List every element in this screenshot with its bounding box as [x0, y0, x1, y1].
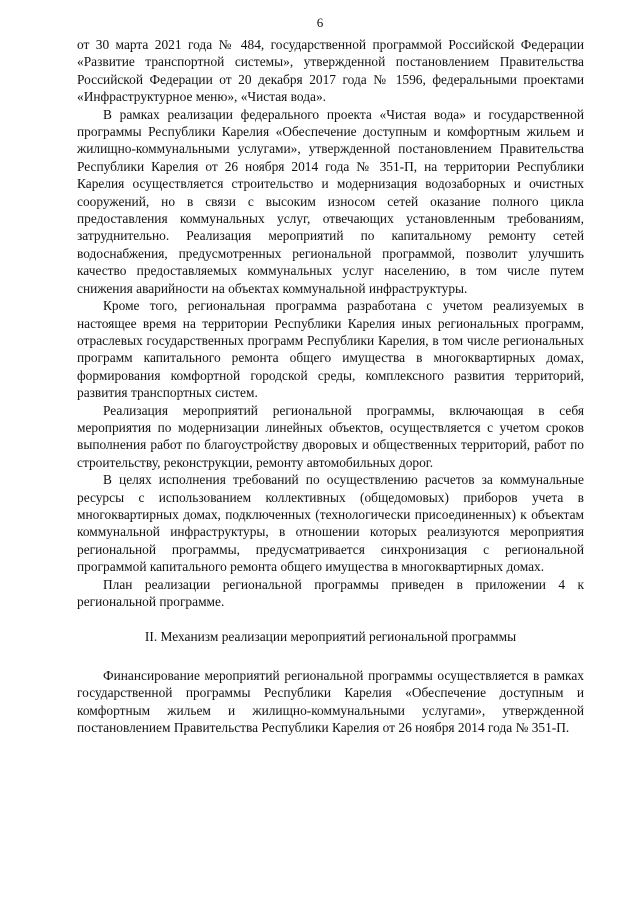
- paragraph-clean-water-project: В рамках реализации федерального проекта «Чистая вода» и государственной программы Республики Карелия «Обеспечение доступным и комфортным жильем и жилищно-коммунальными услугами», утвержденной постановлением Правительства Республики Карелия от 26 ноября 2014 года № 351-П, на территории Республики Карелия осуществляется строительство и модернизация водозаборных и очистных сооружений, но в связи с высоким износом сетей оказание полного цикла предоставления коммунальных услуг, отвечающих установленным требованиям, затруднительно. Реализация мероприятий по капитальному ремонту сетей водоснабжения, предусмотренных региональной программой, позволит улучшить качество предоставляемых коммунальных услуг населению, в том числе путем снижения аварийности на объектах коммунальной инфраструктуры.: [77, 106, 584, 296]
- document-body: [77, 36, 584, 736]
- paragraph-other-programs: Кроме того, региональная программа разработана с учетом реализуемых в настоящее время на территории Республики Карелия иных региональных программ, отраслевых государственных программ Республики Карелия, в том числе региональных программ капитального ремонта общего имущества в многоквартирных домах, формирования комфортной городской среды, комплексного развития территорий, развития транспортных систем.: [77, 298, 584, 401]
- paragraph-continuation: от 30 марта 2021 года № 484, государственной программой Российской Федерации «Развитие транспортной системы», утвержденной постановлением Правительства Российской Федерации от 20 декабря 2017 года № 1596, федеральными проектами «Инфраструктурное меню», «Чистая вода».: [77, 37, 584, 105]
- section-heading: II. Механизм реализации мероприятий региональной программы: [144, 629, 517, 645]
- paragraph-metering-devices: В целях исполнения требований по осуществлению расчетов за коммунальные ресурсы с использованием коллективных (общедомовых) приборов учета в многоквартирных домах, подключенных (технологически присоединенных) к объектам коммунальной инфраструктуры, в отношении которых реализуются мероприятия региональной программы, предусматривается синхронизация с региональной программой капитального ремонта общего имущества в многоквартирных домах.: [77, 472, 584, 575]
- page-number: 6: [316, 15, 324, 30]
- paragraph-linear-objects: Реализация мероприятий региональной программы, включающая в себя мероприятия по модернизации линейных объектов, осуществляется с учетом сроков выполнения работ по благоустройству дворовых и общественных территорий, работ по строительству, реконструкции, ремонту автомобильных дорог.: [77, 402, 584, 470]
- paragraph-financing: Финансирование мероприятий региональной программы осуществляется в рамках государственной программы Республики Карелия «Обеспечение доступным и комфортным жильем и жилищно-коммунальными услугами», утвержденной постановлением Правительства Республики Карелия от 26 ноября 2014 года № 351-П.: [77, 667, 584, 736]
- paragraph-implementation-plan: План реализации региональной программы приведен в приложении 4 к региональной программе.: [77, 576, 584, 609]
